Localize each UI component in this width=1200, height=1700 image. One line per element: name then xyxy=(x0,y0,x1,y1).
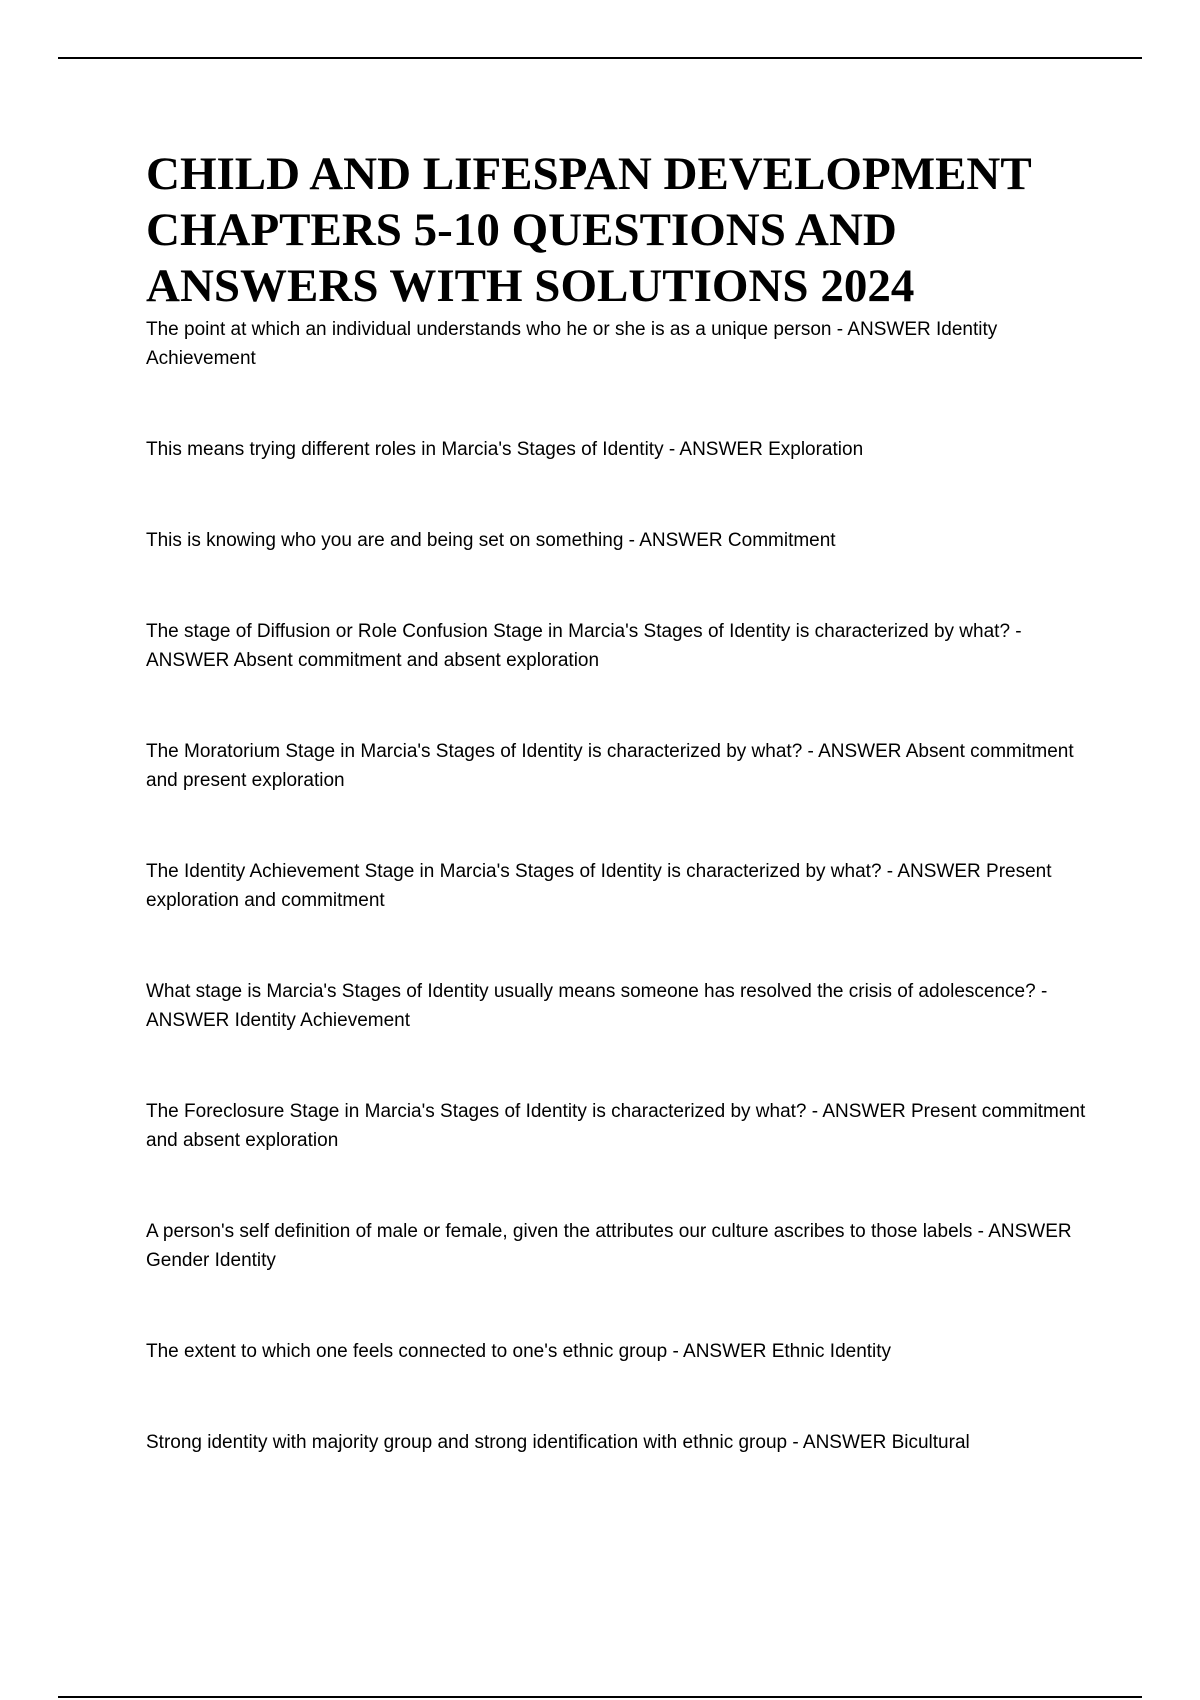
qa-item: This means trying different roles in Marcia's Stages of Identity - ANSWER Exploration xyxy=(146,439,864,460)
qa-list xyxy=(146,315,1086,1457)
document-body xyxy=(146,146,1086,1457)
footer-rule xyxy=(58,1696,1142,1698)
qa-item: A person's self definition of male or female, given the attributes our culture ascribes to those labels - ANSWER Gender Identity xyxy=(146,1221,1072,1271)
qa-item: What stage is Marcia's Stages of Identity usually means someone has resolved the crisis of adolescence? - ANSWER Identity Achievement xyxy=(146,981,1048,1031)
qa-item: The Moratorium Stage in Marcia's Stages of Identity is characterized by what? - ANSWER Absent commitment and present exploration xyxy=(146,741,1074,791)
qa-item: The point at which an individual understands who he or she is as a unique person - ANSWER Identity Achievement xyxy=(146,319,998,369)
qa-item: This is knowing who you are and being set on something - ANSWER Commitment xyxy=(146,530,836,551)
qa-item: The extent to which one feels connected to one's ethnic group - ANSWER Ethnic Identity xyxy=(146,1341,892,1362)
qa-item: Strong identity with majority group and strong identification with ethnic group - ANSWER Bicultural xyxy=(146,1432,970,1453)
qa-item: The Foreclosure Stage in Marcia's Stages of Identity is characterized by what? - ANSWER Present commitment and absent exploration xyxy=(146,1101,1086,1151)
header-rule xyxy=(58,57,1142,59)
document-title: CHILD AND LIFESPAN DEVELOPMENT CHAPTERS 5-10 QUESTIONS AND ANSWERS WITH SOLUTIONS 2024 xyxy=(146,148,1031,312)
qa-item: The Identity Achievement Stage in Marcia's Stages of Identity is characterized by what? - ANSWER Present exploration and commitment xyxy=(146,861,1052,911)
qa-item: The stage of Diffusion or Role Confusion Stage in Marcia's Stages of Identity is characterized by what? - ANSWER Absent commitment and absent exploration xyxy=(146,621,1022,671)
